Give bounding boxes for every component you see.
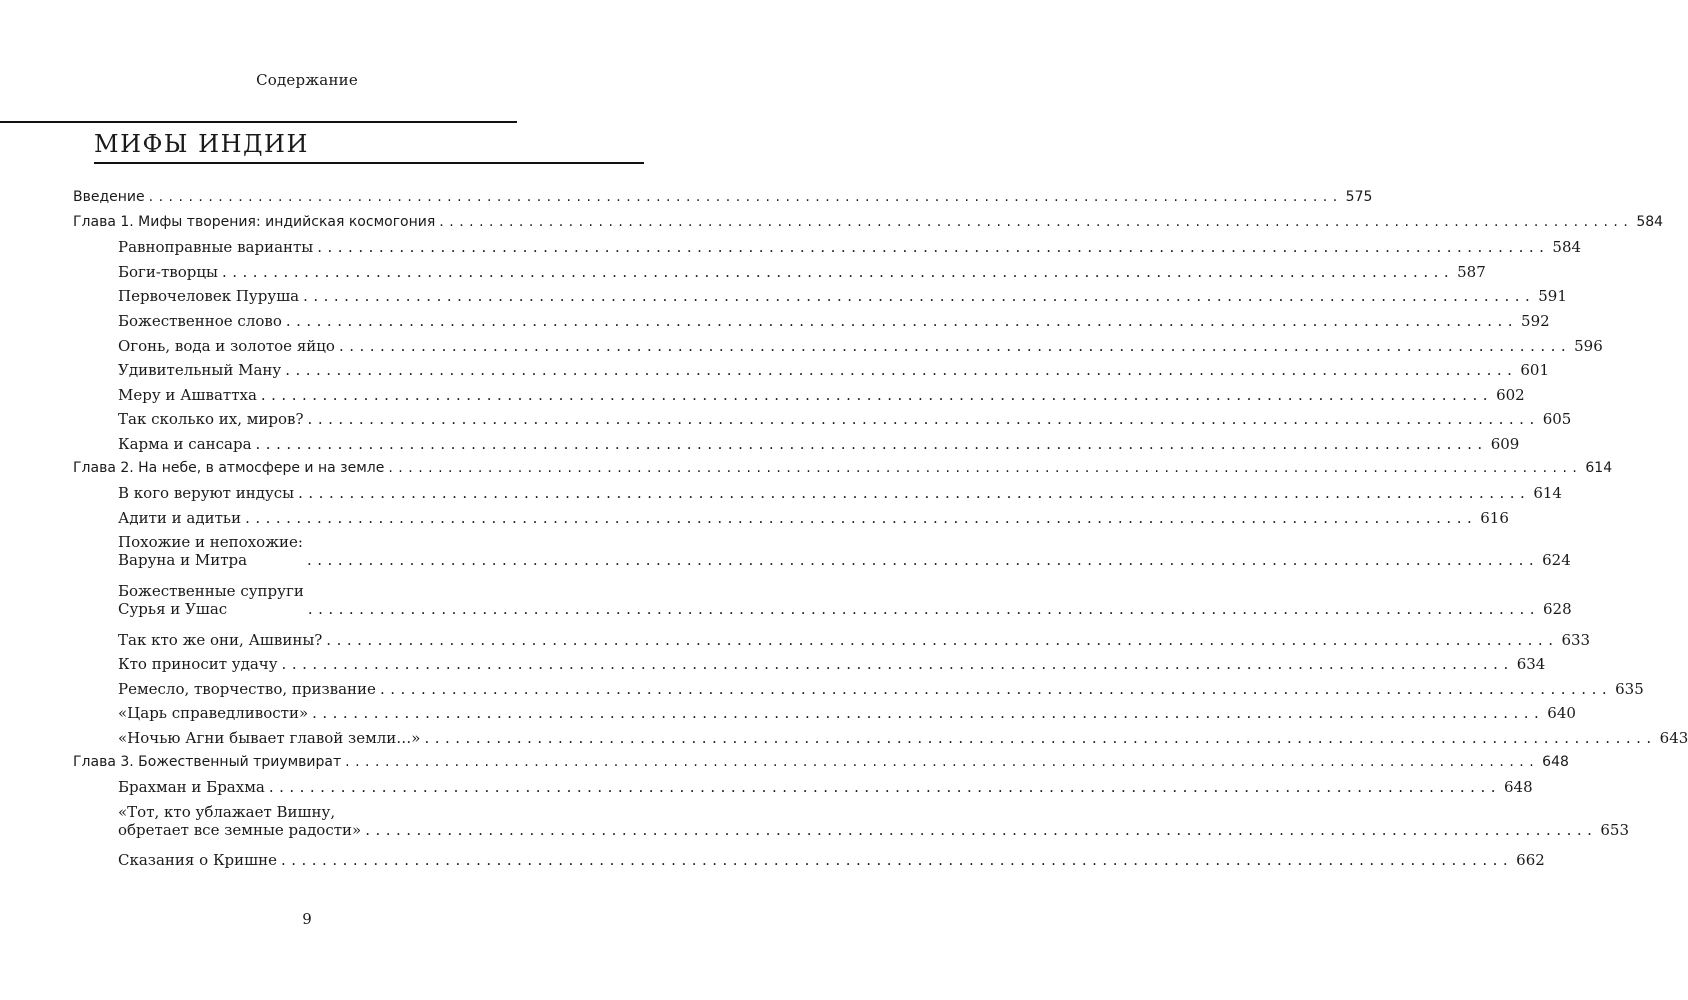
toc-entry-title: Удивительный Ману — [118, 361, 282, 380]
toc-page-number: 648 — [1503, 778, 1533, 797]
dot-leader: ........................................................................................................................ — [260, 385, 1494, 404]
toc-entry-title: В кого веруют индусы — [118, 484, 295, 503]
toc-entry-title: Ремесло, творчество, призвание — [118, 679, 376, 698]
toc-page-number: 596 — [1574, 336, 1603, 355]
toc-entry — [118, 484, 1562, 503]
toc-page-number: 587 — [1457, 262, 1486, 281]
dot-leader: ........................................................................................................................ — [317, 238, 1550, 257]
title-underline — [94, 162, 644, 164]
toc-entry — [118, 704, 1576, 723]
toc-page-number: 602 — [1496, 385, 1525, 404]
toc-entry — [118, 435, 1520, 453]
dot-leader: ........................................................................................................................ — [338, 336, 1572, 355]
toc-page-number: 628 — [1543, 600, 1572, 618]
dot-leader: ........................................................................................................................ — [424, 729, 1657, 747]
toc-page-number: 634 — [1516, 655, 1546, 674]
toc-entry — [118, 582, 1572, 618]
toc-entry — [118, 533, 1571, 570]
toc-entry-title: Брахман и Брахма — [118, 778, 265, 797]
toc-page-number: 584 — [1552, 238, 1582, 257]
toc-entry-title: Первочеловек Пуруша — [118, 287, 300, 306]
dot-leader: ........................................................................................................................ — [312, 704, 1545, 723]
dot-leader: ........................................................................................................................ — [221, 262, 1455, 281]
dot-leader: ........................................................................................................................ — [245, 508, 1478, 527]
toc-page-number: 616 — [1480, 508, 1509, 527]
dot-leader: ........................................................................................................................ — [303, 287, 1536, 306]
toc-page-number: 635 — [1615, 679, 1644, 698]
toc-entry-title: Огонь, вода и золотое яйцо — [118, 336, 335, 355]
toc-page-number: 633 — [1561, 630, 1591, 649]
dot-leader: ........................................................................................................................ — [281, 655, 1514, 674]
toc-entry — [118, 729, 1688, 747]
dot-leader: ........................................................................................................................ — [285, 312, 1519, 330]
toc-page-number: 592 — [1521, 312, 1550, 330]
dot-leader: ........................................................................................................................ — [306, 551, 1540, 570]
toc-entry — [118, 238, 1582, 257]
dot-leader: ........................................................................................................................ — [280, 851, 1514, 870]
toc-entry-title: обретает все земные радости» — [118, 820, 362, 839]
toc-entry — [118, 336, 1603, 355]
dot-leader: ........................................................................................................................ — [285, 361, 1518, 380]
toc-entry — [118, 679, 1644, 698]
dot-leader: ........................................................................................................................ — [268, 778, 1501, 797]
toc-entry — [118, 508, 1509, 527]
toc-entry-title: Боги-творцы — [118, 262, 218, 281]
toc-entry-title: Глава 3. Божественный триумвират — [73, 753, 342, 770]
toc-chapter-entry — [73, 189, 1373, 205]
toc-entry-title: «Ночью Агни бывает главой земли…» — [118, 729, 421, 747]
toc-page-number: 605 — [1542, 410, 1572, 429]
toc-entry-title: Варуна и Митра — [118, 551, 248, 570]
running-head: Содержание — [256, 71, 358, 89]
toc-entry-title-block — [118, 533, 307, 569]
toc-entry — [118, 630, 1591, 649]
toc-page-number: 662 — [1516, 851, 1545, 870]
toc-entry-title: Глава 1. Мифы творения: индийская космогония — [73, 213, 436, 230]
dot-leader: ........................................................................................................................ — [365, 820, 1598, 839]
toc-page-number: 643 — [1659, 729, 1688, 747]
toc-page-number: 640 — [1547, 704, 1576, 723]
toc-entry — [118, 262, 1486, 281]
dot-leader: ........................................................................................................................ — [255, 435, 1488, 453]
page-number: 9 — [302, 910, 312, 928]
toc-entry — [118, 778, 1533, 797]
toc-page-number: 614 — [1585, 459, 1613, 476]
dot-leader: ........................................................................................................................ — [326, 630, 1559, 649]
toc-entry-title-block — [118, 582, 308, 618]
dot-leader: ........................................................................................................................ — [345, 753, 1540, 770]
toc-entry-title: Сказания о Кришне — [118, 851, 277, 870]
toc-entry-title-line1: Божественные супруги — [118, 582, 304, 600]
dot-leader: ........................................................................................................................ — [388, 459, 1583, 476]
toc-page-number: 609 — [1490, 435, 1520, 453]
toc-page-number: 601 — [1520, 361, 1550, 380]
toc-entry-title: Божественное слово — [118, 312, 282, 330]
dot-leader: ........................................................................................................................ — [307, 600, 1541, 618]
toc-entry — [118, 287, 1567, 306]
toc-entry-title: Так сколько их, миров? — [118, 410, 304, 429]
top-rule — [0, 121, 517, 123]
dot-leader: ........................................................................................................................ — [439, 213, 1634, 230]
toc-entry-title: «Царь справедливости» — [118, 704, 309, 723]
dot-leader: ........................................................................................................................ — [379, 679, 1613, 698]
toc-chapter-entry — [73, 213, 1664, 230]
toc-entry-title: Так кто же они, Ашвины? — [118, 630, 323, 649]
toc-entry — [118, 410, 1572, 429]
toc-page-number: 614 — [1533, 484, 1562, 503]
toc-page-number: 575 — [1345, 189, 1373, 205]
toc-entry-title-line1: Похожие и непохожие: — [118, 533, 303, 552]
toc-entry — [118, 312, 1550, 330]
toc-chapter-entry — [73, 753, 1569, 770]
dot-leader: ........................................................................................................................ — [298, 484, 1531, 503]
toc-page-number: 653 — [1600, 820, 1630, 839]
toc-chapter-entry — [73, 459, 1613, 476]
toc-entry-title: Сурья и Ушас — [118, 600, 228, 618]
toc-entry-title: Равноправные варианты — [118, 238, 314, 257]
toc-entry — [118, 851, 1545, 870]
toc-entry — [118, 655, 1546, 674]
toc-entry — [118, 802, 1630, 839]
toc-entry-title-block — [118, 803, 365, 839]
toc-page-number: 584 — [1636, 213, 1664, 230]
toc-entry-title: Адити и адитьи — [118, 508, 242, 527]
toc-page-number: 648 — [1542, 753, 1569, 770]
toc-entry-title: Кто приносит удачу — [118, 655, 278, 674]
dot-leader: ........................................................................................................................ — [307, 410, 1540, 429]
toc-entry-title-line1: «Тот, кто ублажает Вишну, — [118, 802, 336, 821]
dot-leader: ........................................................................................................................ — [148, 189, 1343, 205]
toc-entry-title: Введение — [73, 189, 145, 205]
toc-entry — [118, 361, 1550, 380]
toc-page-number: 591 — [1538, 287, 1567, 306]
section-title: МИФЫ ИНДИИ — [94, 130, 309, 158]
toc-entry — [118, 385, 1525, 404]
toc-entry-title: Меру и Ашваттха — [118, 385, 257, 404]
toc-entry-title: Карма и сансара — [118, 435, 252, 453]
toc-page-number: 624 — [1542, 551, 1571, 570]
toc-entry-title: Глава 2. На небе, в атмосфере и на земле — [73, 459, 385, 476]
